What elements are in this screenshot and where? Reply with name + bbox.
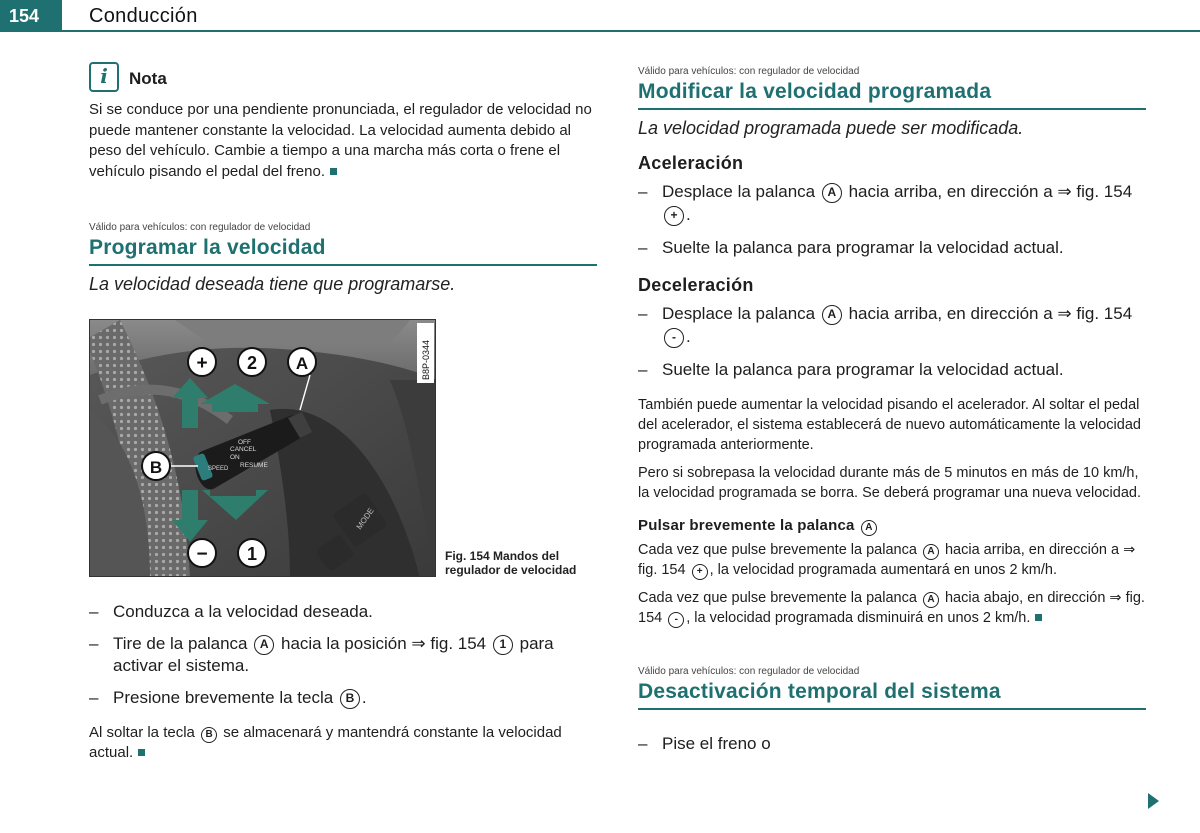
lever-A-marker: A <box>254 635 274 655</box>
label-A: A <box>295 354 309 373</box>
figure-caption: Fig. 154 Mandos del regulador de velocidad <box>445 549 577 577</box>
section-programar <box>89 222 597 763</box>
header-rule <box>0 30 1200 32</box>
lever-cancel-label: CANCEL <box>230 446 257 453</box>
step-item: – Desplace la palanca A hacia arriba, en dirección a ⇒ fig. 154 - . <box>638 302 1146 348</box>
step-item: – Pise el freno o <box>638 732 1146 755</box>
lever-off-label: OFF <box>238 439 251 446</box>
step-item: – Tire de la palanca A hacia la posición ⇒ fig. 154 1 para activar el sistema. <box>89 633 597 677</box>
info-icon: i <box>89 62 119 92</box>
step-item: – Presione brevemente la tecla B . <box>89 687 597 709</box>
step-item: – Conduzca a la velocidad deseada. <box>89 601 597 623</box>
lever-A-marker: A <box>861 520 877 536</box>
end-mark-icon <box>330 168 337 175</box>
validity-note: Válido para vehículos: con regulador de velocidad <box>89 222 311 233</box>
label-2: 2 <box>246 353 258 373</box>
summary-paragraph: Al soltar la tecla B se almacenará y mantendrá constante la velocidad actual. <box>89 724 562 761</box>
step-item: – Suelte la palanca para programar la velocidad actual. <box>638 358 1146 381</box>
figure-image <box>89 319 436 577</box>
label-plus: + <box>196 353 208 374</box>
paragraph-pulse-up: Cada vez que pulse brevemente la palanca A hacia arriba, en dirección a ⇒ fig. 154 + , la velocidad programada aumentará en unos 2 km/h. <box>638 542 1136 578</box>
lever-A-marker: A <box>923 544 939 560</box>
minus-marker: - <box>668 612 684 628</box>
step-item: – Suelte la palanca para programar la velocidad actual. <box>638 236 1146 259</box>
section-title: Programar la velocidad <box>89 236 597 266</box>
subheading-acceleration: Aceleración <box>638 153 744 173</box>
end-mark-icon <box>1035 614 1042 621</box>
plus-marker: + <box>692 564 708 580</box>
right-column <box>638 60 1146 755</box>
note-header <box>89 60 597 94</box>
key-B-marker: B <box>340 689 360 709</box>
paragraph-accelerator: También puede aumentar la velocidad pisando el acelerador. Al soltar el pedal del acelerador, el sistema establecerá de nuevo automáticamente la velocidad programada anteriormente. <box>638 397 1141 453</box>
minus-marker: - <box>664 328 684 348</box>
lever-speed-label: SPEED <box>208 466 229 472</box>
mode-label: MODE <box>354 506 376 532</box>
label-1: 1 <box>246 544 258 564</box>
plus-marker: + <box>664 206 684 226</box>
paragraph-overspeed: Pero si sobrepasa la velocidad durante más de 5 minutos en más de 10 km/h, la velocidad programada se borra. Se deberá programar una nueva velocidad. <box>638 465 1141 501</box>
subheading-deceleration: Deceleración <box>638 275 754 295</box>
validity-note: Válido para vehículos: con regulador de velocidad <box>638 66 860 77</box>
note-text: Si se conduce por una pendiente pronunciada, el regulador de velocidad no puede mantener constante la velocidad. La velocidad aumenta debido al peso del vehículo. Cambie a tiempo a una marcha más corta o frene el vehículo pisando el pedal del freno. <box>89 101 592 180</box>
lever-A-marker: A <box>822 183 842 203</box>
lever-resume-label: RESUME <box>240 462 268 469</box>
lever-on-label: ON <box>230 454 240 461</box>
section-title: Desactivación temporal del sistema <box>638 680 1146 710</box>
section-subtitle: La velocidad programada puede ser modificada. <box>638 118 1024 138</box>
steering-wheel-illustration <box>90 320 436 577</box>
section-subtitle: La velocidad deseada tiene que programarse. <box>89 274 456 294</box>
label-minus: − <box>196 544 208 565</box>
subheading-pulsar: Pulsar brevemente la palanca A <box>638 517 1146 536</box>
continue-arrow-icon <box>1148 793 1159 809</box>
label-B: B <box>149 458 163 477</box>
step-item: – Desplace la palanca A hacia arriba, en dirección a ⇒ fig. 154 + . <box>638 180 1146 226</box>
validity-note: Válido para vehículos: con regulador de velocidad <box>638 666 860 677</box>
left-column <box>89 60 597 763</box>
key-B-marker: B <box>201 727 217 743</box>
steps-list <box>89 601 597 709</box>
section-title: Modificar la velocidad programada <box>638 80 1146 110</box>
figure-code: B8P-0344 <box>421 339 431 380</box>
chapter-title: Conducción <box>89 5 198 27</box>
page-number: 154 <box>0 0 62 30</box>
paragraph-pulse-down: Cada vez que pulse brevemente la palanca A hacia abajo, en dirección ⇒ fig. 154 - , la velocidad programada disminuirá en unos 2 km/h. <box>638 590 1145 626</box>
lever-A-marker: A <box>822 305 842 325</box>
figure-154 <box>89 319 597 577</box>
position-1-marker: 1 <box>493 635 513 655</box>
lever-A-marker: A <box>923 592 939 608</box>
note-title: Nota <box>129 69 167 88</box>
end-mark-icon <box>138 749 145 756</box>
